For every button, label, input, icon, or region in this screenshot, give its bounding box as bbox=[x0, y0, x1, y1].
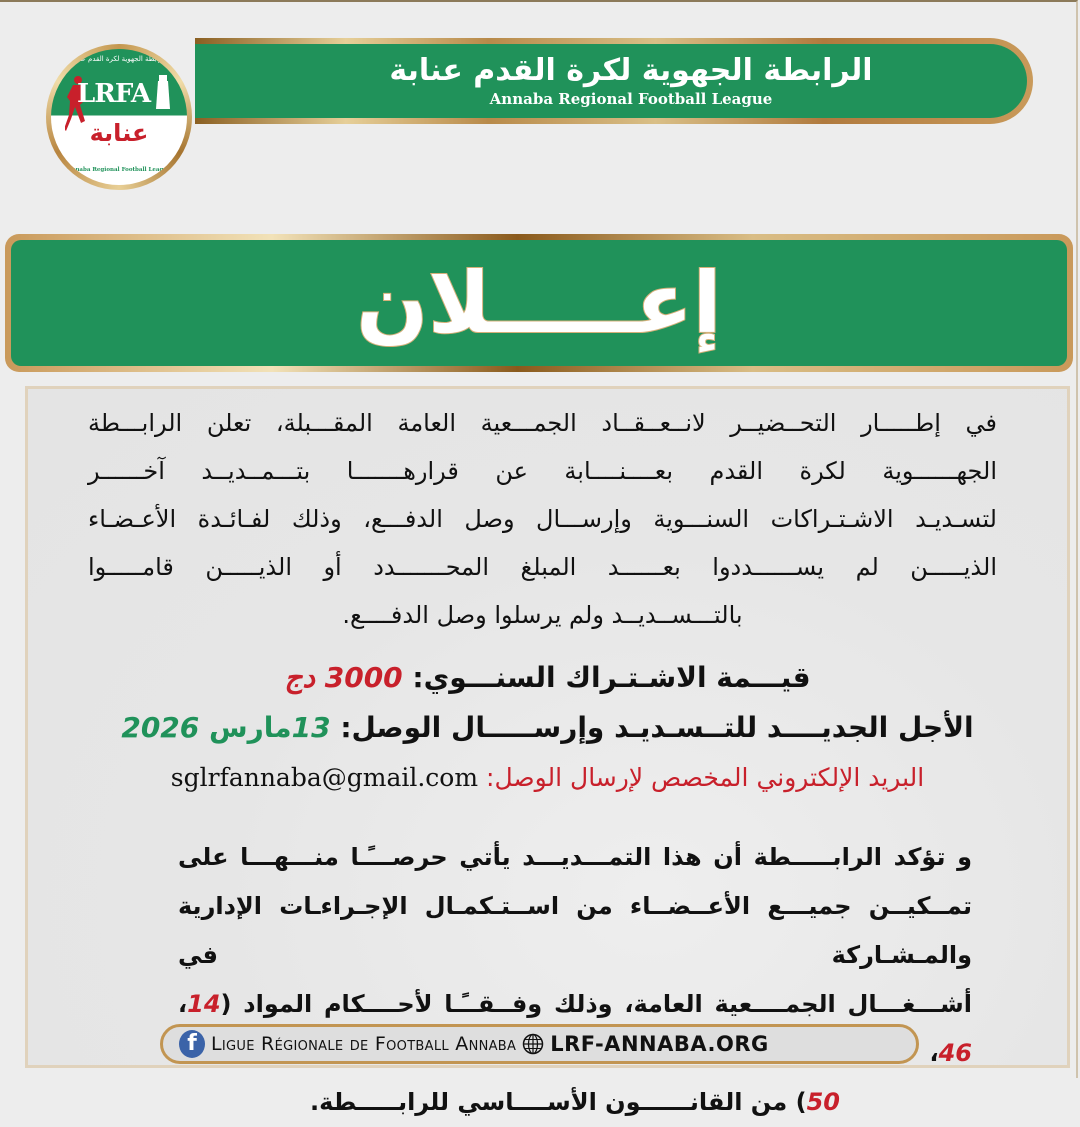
intro-line: في إطـــــار التحــضيــر لانــعــقــاد الجمـــعية العامة المقـــبلة، تعلن الرابـــطة bbox=[88, 409, 997, 437]
league-logo bbox=[46, 44, 192, 190]
closing-line-text: أشـــغـــال الجمــــعية العامة، وذلك وفــقــًـا لأحــــكام المواد ( bbox=[220, 990, 972, 1018]
article-number: 46 bbox=[938, 1039, 972, 1067]
header-banner bbox=[195, 38, 1033, 124]
deadline-month: مارس bbox=[209, 711, 292, 744]
logo-acronym: LRFA bbox=[77, 79, 150, 109]
header-inner bbox=[195, 44, 1027, 118]
announcement-title: إعـــــلان bbox=[356, 254, 722, 352]
logo-arc-text-arabic: الرابطة الجهوية لكرة القدم عنابة bbox=[71, 55, 167, 63]
intro-line: الذيـــــن لم يســــــددوا بعــــــد المبلغ المحـــــــدد أو الذيـــــن قامـــــوا bbox=[88, 553, 997, 581]
website-link[interactable]: LRF-ANNABA.ORG bbox=[550, 1032, 769, 1056]
closing-paragraph bbox=[178, 833, 972, 1127]
email-address-link[interactable]: sglrfannaba@gmail.com bbox=[170, 763, 479, 792]
closing-line: و تؤكد الرابـــــطة أن هذا التمـــديـــد يأتي حرصـــًـا منـــهـــا على bbox=[178, 843, 972, 871]
header-title-arabic: الرابطة الجهوية لكرة القدم عنابة bbox=[389, 53, 873, 88]
closing-line: أشـــغـــال الجمــــعية العامة، وذلك وفــقــًـا لأحــــكام المواد (14، 46، bbox=[178, 990, 972, 1067]
deadline-year: 2026 bbox=[121, 711, 200, 744]
intro-line: لتسـديـد الاشـتـراكات السنـــوية وإرســـال وصل الدفـــع، وذلك لفـائـدة الأعـضـاء bbox=[88, 505, 997, 533]
receipt-email bbox=[28, 763, 1067, 792]
title-inner bbox=[11, 240, 1067, 366]
fee-value: 3000 دج bbox=[284, 661, 403, 694]
fee-label: قيـــمة الاشـتـراك السنـــوي: bbox=[412, 661, 811, 694]
globe-icon bbox=[522, 1033, 544, 1055]
facebook-icon[interactable]: f bbox=[179, 1030, 205, 1058]
footer-contact-bar bbox=[160, 1024, 919, 1064]
closing-line-text: ) من القانــــــون الأســــاسي للرابـــــطة. bbox=[310, 1088, 807, 1116]
deadline-day: 13 bbox=[291, 711, 331, 744]
header-title-english: Annaba Regional Football League bbox=[489, 90, 773, 108]
lighthouse-icon bbox=[155, 71, 171, 111]
article-number: 50 bbox=[806, 1088, 840, 1116]
intro-line: الجهــــــوية لكرة القدم بعــــنــــابة عن قرارهـــــــا بتـــمــديــد آخــــــر bbox=[88, 457, 997, 485]
announcement-body bbox=[25, 386, 1070, 1116]
intro-paragraph bbox=[88, 399, 997, 639]
logo-emblem bbox=[51, 49, 187, 185]
announcement-title-banner bbox=[5, 234, 1073, 372]
facebook-page-link[interactable]: Ligue Régionale de Football Annaba bbox=[211, 1033, 517, 1055]
intro-line: بالتـــســديــد ولم يرسلوا وصل الدفــــع. bbox=[342, 601, 743, 629]
article-number: 14 bbox=[187, 990, 221, 1018]
annual-fee bbox=[28, 661, 1067, 694]
closing-line: تمــكيــن جميـــع الأعــضــاء من اســتـكمـال الإجـراءـات الإدارية والمـشـاركة في bbox=[178, 892, 972, 969]
new-deadline bbox=[28, 711, 1067, 744]
closing-line bbox=[178, 1078, 972, 1127]
logo-arc-text-english: Annaba Regional Football League bbox=[67, 167, 171, 173]
email-label: البريد الإلكتروني المخصص لإرسال الوصل: bbox=[486, 763, 925, 792]
logo-city-name: عنابة bbox=[89, 119, 149, 147]
deadline-label: الأجل الجديــــد للتــسـديـد وإرســـــال الوصل: bbox=[340, 711, 974, 744]
